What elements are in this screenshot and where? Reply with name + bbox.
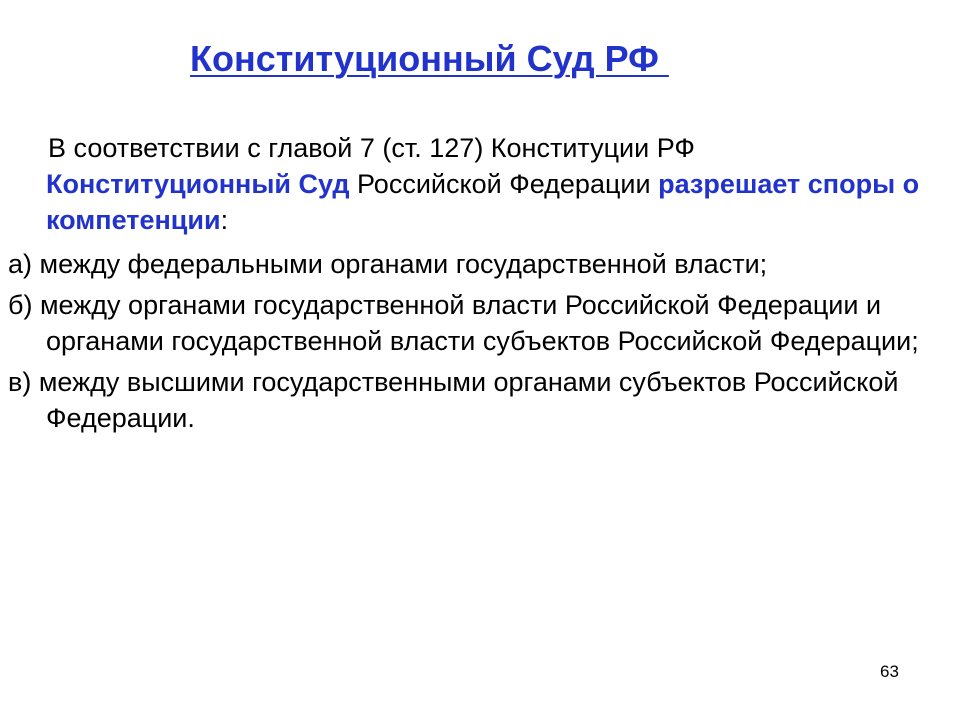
intro-paragraph	[8, 130, 948, 238]
intro-colon: :	[220, 205, 229, 235]
intro-line-1: В соответствии с главой 7 (ст. 127) Конституции РФ	[48, 133, 695, 163]
list-item-b: б) между органами государственной власти Российской Федерации и органами государственной власти субъектов Российской Федерации;	[8, 290, 919, 356]
slide-title: Конституционный Суд РФ	[190, 38, 669, 79]
list-item-c: в) между высшими государственными органами субъектов Российской Федерации.	[8, 367, 899, 433]
slide-body	[8, 130, 948, 436]
intro-text-mid: Российской Федерации	[349, 169, 659, 199]
action-highlight: разрешает споры о компетенции	[46, 169, 920, 235]
list-item-a: а) между федеральными органами государственной власти;	[8, 249, 768, 279]
court-name-highlight: Конституционный Суд	[46, 169, 350, 199]
page-number: 63	[880, 662, 899, 681]
